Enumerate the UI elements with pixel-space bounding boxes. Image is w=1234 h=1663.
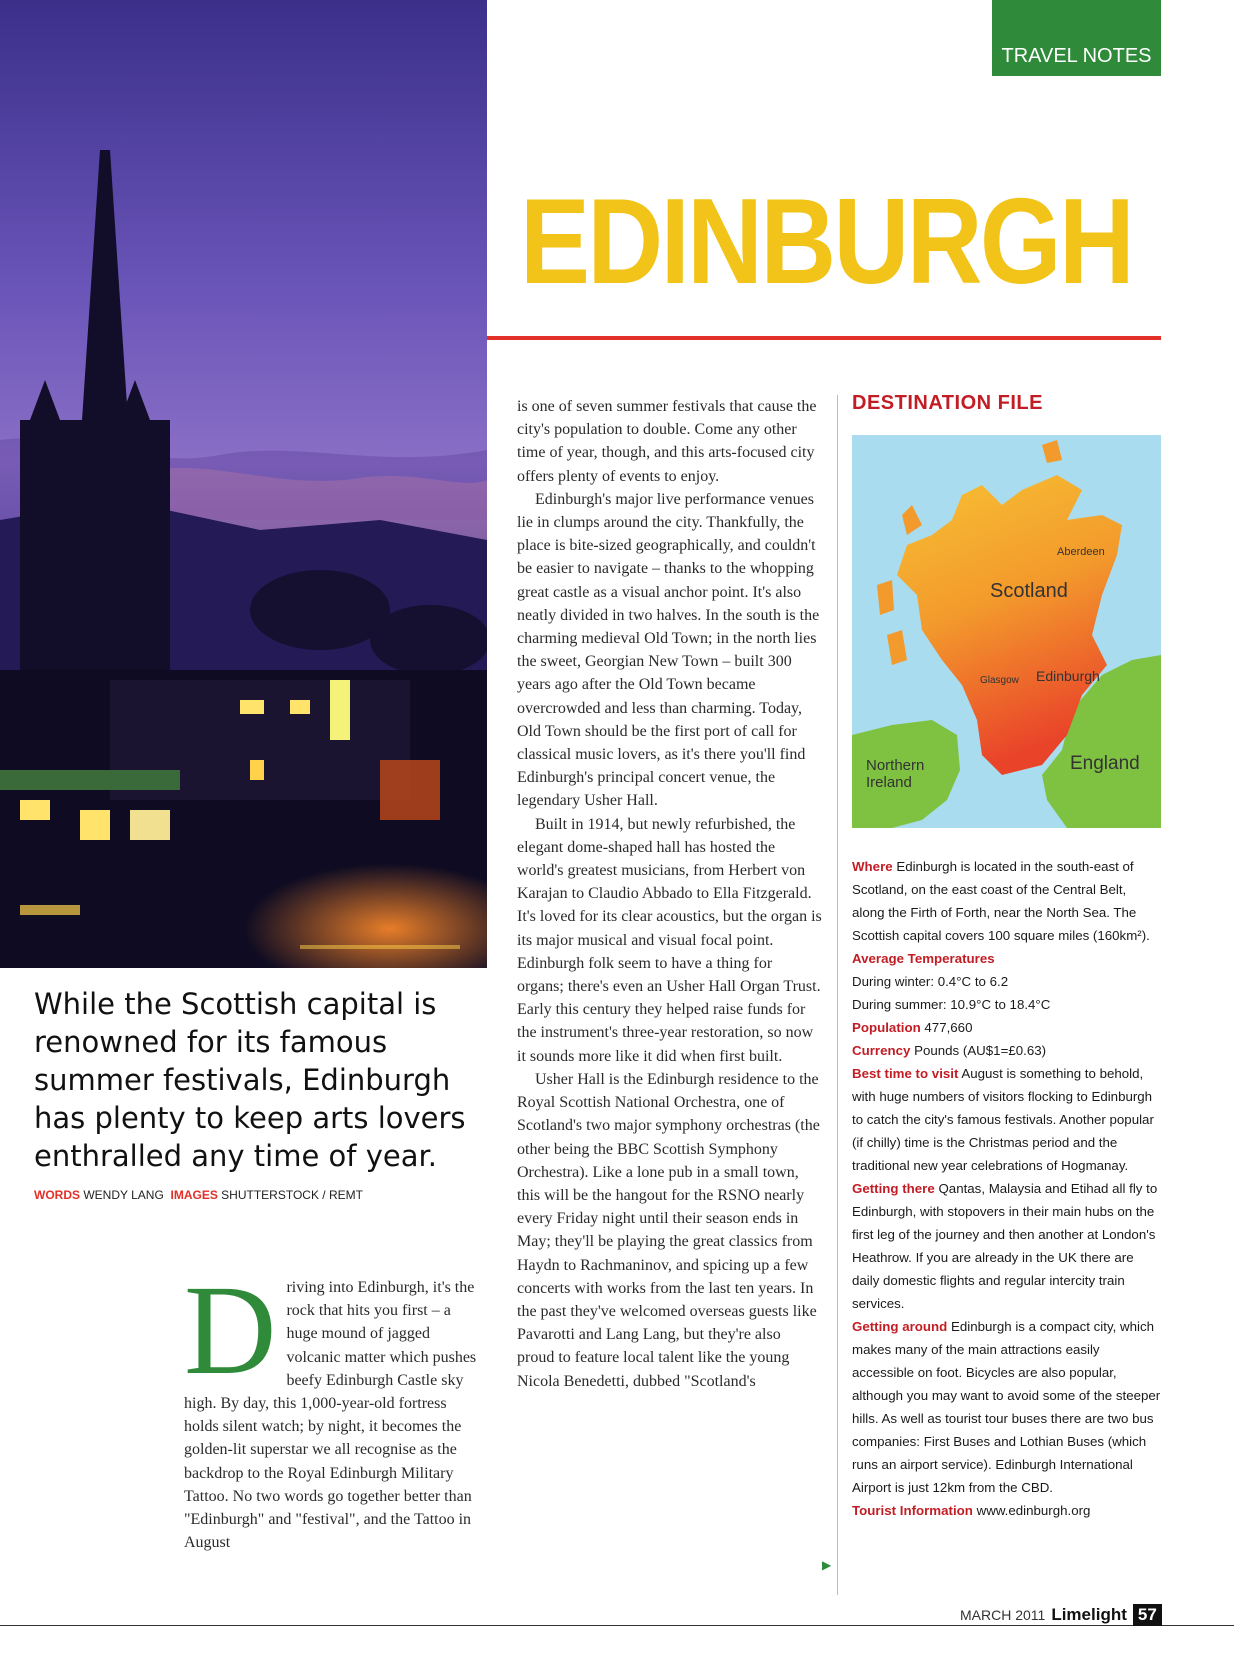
fact-tourist-info: [852, 1499, 1162, 1522]
body-paragraph: is one of seven summer festivals that cause the city's population to double. Come any other time of year, though, and this arts-focused city offers plenty of events to enjoy.: [517, 398, 817, 485]
edinburgh-dusk-photo: [0, 0, 487, 968]
fact-value: Qantas, Malaysia and Etihad all fly to Edinburgh, with stopovers in their main hubs on the first leg of the journey and then another at London's Heathrow. If you are already in the UK there are daily domestic flights and regular intercity train services.: [852, 1181, 1158, 1311]
map-label-edinburgh: Edinburgh: [1036, 668, 1100, 684]
fact-best-time: [852, 1062, 1162, 1177]
issue-date: MARCH 2011: [960, 1607, 1046, 1623]
triangle-right-icon: ▶: [822, 1558, 832, 1572]
fact-winter: During winter: 0.4°C to 6.2: [852, 974, 1009, 989]
fact-temperatures-label: Average Temperatures: [852, 951, 995, 966]
page-title: EDINBURGH: [520, 173, 1133, 309]
destination-facts: [852, 855, 1162, 1522]
body-column-1: [184, 1259, 484, 1554]
map-label-glasgow: Glasgow: [980, 675, 1019, 686]
fact-value: August is something to behold, with huge numbers of visitors flocking to Edinburgh to catch the city's famous festivals. Another popular (if chilly) time is the Christmas period and the traditional new year celebrations of Hogmanay.: [852, 1066, 1154, 1173]
fact-label: Population: [852, 1020, 921, 1035]
body-paragraph: Usher Hall is the Edinburgh residence to the Royal Scottish National Orchestra, one of Scotland's two major symphony orchestras (the other being the BBC Scottish Symphony Orchestra). Like a lone pub in a small town, this will be the hangout for the RSNO nearly every Friday night until their season ends in May; they'll be playing the great classics from Haydn to Rachmaninov, and spicing up a few concerts with works from the last ten years. In the past they've welcomed overseas guests like Pavarotti and Lang Lang, but they're also proud to feature local talent like the young Nicola Benedetti, dubbed "Scotland's: [517, 1070, 820, 1390]
destination-file-heading: DESTINATION FILE: [852, 392, 1043, 414]
fact-value: Edinburgh is a compact city, which makes many of the main attractions easily accessible on foot. Bicycles are also popular, although you may want to avoid some of the steeper hills. As well as tourist tour buses there are two bus companies: First Buses and Lothian Buses (which runs an airport service). Edinburgh International Airport is just 12km from the CBD.: [852, 1319, 1161, 1495]
magazine-name: Limelight: [1051, 1605, 1127, 1624]
page-number: 57: [1133, 1604, 1162, 1626]
map-label-scotland: Scotland: [990, 580, 1068, 602]
body-paragraph: Built in 1914, but newly refurbished, the elegant dome-shaped hall has hosted the world's greatest musicians, from Herbert von Karajan to Claudio Abbado to Ella Fitzgerald. It's loved for its clear acoustics, but the organ is its major musical and visual focal point. Edinburgh folk seem to have a thing for organs; there's even an Usher Hall Organ Trust. Early this century they helped raise funds for the instrument's three-year restoration, so now it sounds more like it did when first built.: [517, 815, 822, 1065]
body-paragraph: Edinburgh's major live performance venues lie in clumps around the city. Thankfully, the place is bite-sized geographically, and couldn't be easier to navigate – thanks to the whopping great castle as a visual anchor point. It's also neatly divided in two halves. In the south is the charming medieval Old Town; in the north lies the sweet, Georgian New Town – built 300 years ago after the Old Town became overcrowded and less than charming. Today, Old Town should be the first port of call for classical music lovers, as it's there you'll find Edinburgh's principal concert venue, the legendary Usher Hall.: [517, 490, 820, 810]
fact-value: 477,660: [924, 1020, 973, 1035]
fact-population: [852, 1016, 1162, 1039]
skyline-illustration: [0, 0, 487, 968]
section-tag: TRAVEL NOTES: [992, 0, 1161, 76]
words-label: WORDS: [34, 1188, 80, 1202]
fact-label: Getting there: [852, 1181, 935, 1196]
body-column-2: [517, 395, 822, 1393]
sidebar-divider: [837, 395, 838, 1595]
drop-cap: D: [184, 1259, 277, 1401]
body-paragraph: riving into Edinburgh, it's the rock that hits you first – a huge mound of jagged volcanic matter which pushes beefy Edinburgh Castle sky high. By day, this 1,000-year-old fortress holds silent watch; by night, it becomes the golden-lit superstar we all recognise as the backdrop to the Royal Edinburgh Military Tattoo. No two words go together better than "Edinburgh" and "festival", and the Tattoo in August: [184, 1279, 477, 1552]
fact-getting-around: [852, 1315, 1162, 1499]
images-label: IMAGES: [170, 1188, 218, 1202]
map-label-aberdeen: Aberdeen: [1057, 546, 1105, 558]
fact-summer: During summer: 10.9°C to 18.4°C: [852, 997, 1051, 1012]
fact-value: Pounds (AU$1=£0.63): [914, 1043, 1047, 1058]
title-divider: [487, 336, 1161, 340]
map-illustration: [852, 435, 1161, 828]
fact-getting-there: [852, 1177, 1162, 1315]
credits: [34, 1188, 363, 1202]
map-label-ireland: Ireland: [866, 774, 912, 791]
scotland-map: [852, 435, 1161, 828]
page-footer: [960, 1604, 1162, 1626]
standfirst: While the Scottish capital is renowned for its famous summer festivals, Edinburgh has plenty to keep arts lovers enthralled any time of year.: [34, 987, 466, 1173]
fact-label: Tourist Information: [852, 1503, 973, 1518]
fact-label: Best time to visit: [852, 1066, 959, 1081]
fact-value: www.edinburgh.org: [976, 1503, 1091, 1518]
fact-value: Edinburgh is located in the south-east of Scotland, on the east coast of the Central Belt, along the Firth of Forth, near the North Sea. The Scottish capital covers 100 square miles (160km²).: [852, 859, 1150, 943]
map-label-england: England: [1070, 753, 1140, 774]
fact-where: [852, 855, 1162, 947]
map-label-northern: Northern: [866, 757, 925, 774]
fact-label: Getting around: [852, 1319, 948, 1334]
fact-currency: [852, 1039, 1162, 1062]
words-author: WENDY LANG: [83, 1188, 164, 1202]
fact-label: Currency: [852, 1043, 911, 1058]
fact-label: Where: [852, 859, 893, 874]
images-credit: SHUTTERSTOCK / REMT: [221, 1188, 363, 1202]
